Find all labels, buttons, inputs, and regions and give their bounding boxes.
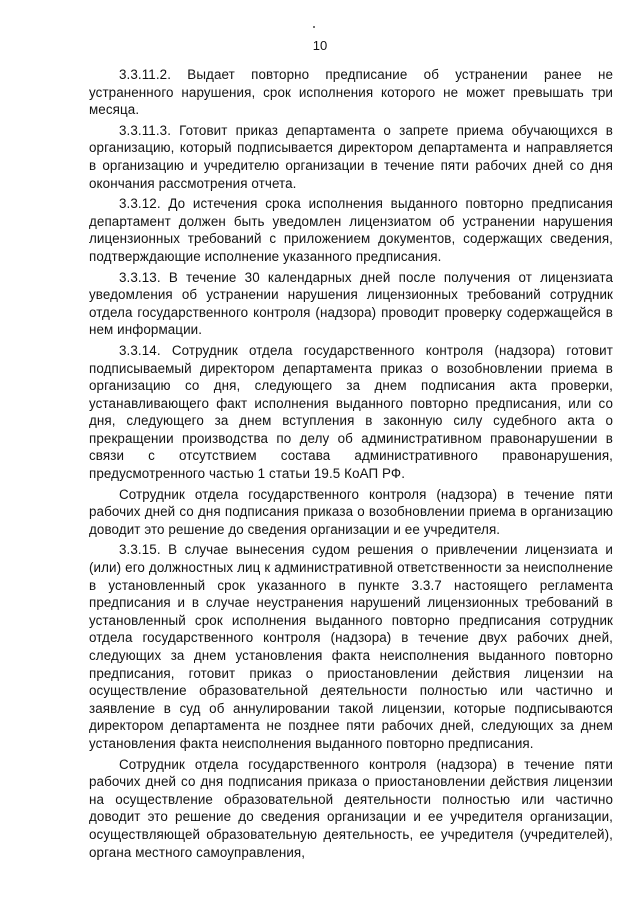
paragraph-3-3-13: 3.3.13. В течение 30 календарных дней после получения от лицензиата уведомления об устранении нарушения лицензионных требований сотрудник отдела государственного контроля (надзора) проводит проверку содержащейся в нем информации. [89,269,613,338]
paragraph-resumption-notice: Сотрудник отдела государственного контроля (надзора) в течение пяти рабочих дней со дня подписания приказа о возобновлении приема в организацию доводит это решение до сведения организации и ее учредителя. [89,486,613,537]
paragraph-3-3-14: 3.3.14. Сотрудник отдела государственного контроля (надзора) готовит подписываемый директором департамента приказ о возобновлении приема в организацию со дня, следующего за днем подписания акта проверки, устанавливающего факт исполнения выданного повторно предписания, или со дня, следующего за днем вступления в законную силу судебного акта о прекращении производства по делу об административном правонарушении в связи с отсутствием состава административного правонарушения, предусмотренного частью 1 статьи 19.5 КоАП РФ. [89,342,613,482]
paragraph-3-3-12: 3.3.12. До истечения срока исполнения выданного повторно предписания департамент должен быть уведомлен лицензиатом об устранении нарушения лицензионных требований с приложением документов, содержащих сведения, подтверждающие исполнение указанного предписания. [89,196,613,264]
paragraph-3-3-11-2: 3.3.11.2. Выдает повторно предписание об устранении ранее не устраненного нарушения, срок исполнения которого не может превышать три месяца. [89,67,613,118]
document-body [89,66,613,864]
page-number: 10 [312,38,328,53]
scan-speck [313,26,315,28]
paragraph-suspension-notice: Сотрудник отдела государственного контроля (надзора) в течение пяти рабочих дней со дня подписания приказа о приостановлении действия лицензии на осуществление образовательной деятельности полностью или частично доводит это решение до сведения организации и ее учредителя организации, осуществляющей образовательную деятельность, ее учредителя (учредителей), органа местного самоуправления, [89,756,613,860]
paragraph-3-3-11-3: 3.3.11.3. Готовит приказ департамента о запрете приема обучающихся в организацию, который подписывается директором департамента и направляется в организацию и учредителю организации в течение пяти рабочих дней со дня окончания рассмотрения отчета. [89,122,613,191]
paragraph-3-3-15: 3.3.15. В случае вынесения судом решения о привлечении лицензиата и (или) его должностных лиц к административной ответственности за неисполнение в установленный срок указанного в пункте 3.3.7 настоящего регламента предписания и в случае неустранения нарушений лицензионных требований в установленный срок исполнения выданного повторно предписания сотрудник отдела государственного контроля (надзора) в течение двух рабочих дней, следующих за днем установления факта неисполнения выданного повторно предписания, готовит приказ о приостановлении действия лицензии на осуществление образовательной деятельности полностью или частично и заявление в суд об аннулировании такой лицензии, которые подписываются директором департамента не позднее пяти рабочих дней, следующих за днем установления факта неисполнения выданного повторно предписания. [89,542,613,751]
